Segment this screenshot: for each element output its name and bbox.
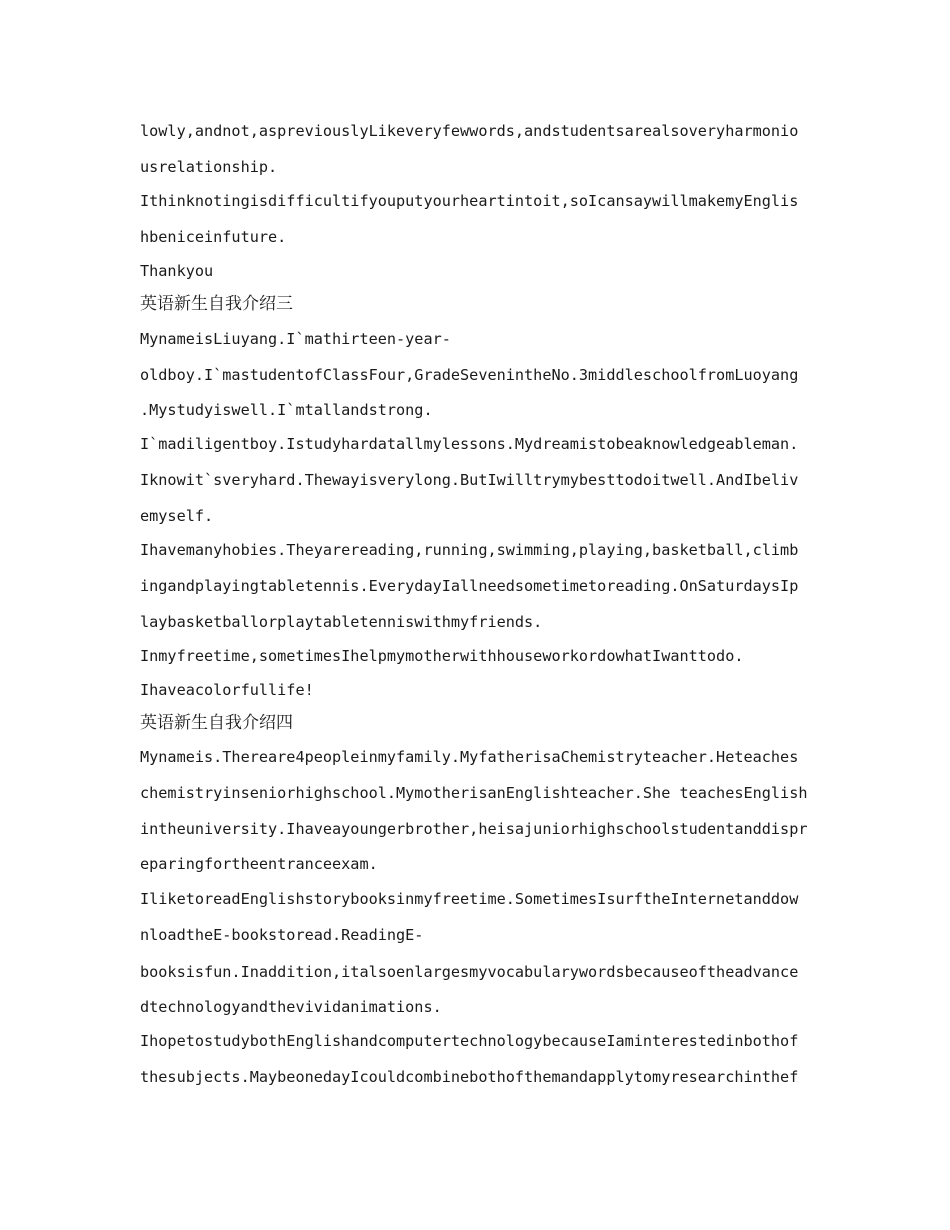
text-line: .Mystudyiswell.I`mtallandstrong. [140,401,433,419]
text-line: Ithinknotingisdifficultifyouputyourheartintoit,soIcansaywillmakemyEnglis [140,192,799,210]
text-line: Inmyfreetime,sometimesIhelpmymotherwithhouseworkordowhatIwanttodo. [140,647,744,665]
text-line: emyself. [140,507,214,525]
text-line: Ihaveacolorfullife! [140,681,314,699]
text-line: lowly,andnot,aspreviouslyLikeveryfewwords,andstudentsarealsoveryharmonio [140,122,799,140]
text-line: Iknowit`sveryhard.Thewayisverylong.ButIwilltrymybesttodoitwell.AndIbeliv [140,471,799,489]
text-line: oldboy.I`mastudentofClassFour,GradeSevenintheNo.3middleschoolfromLuoyang [140,366,799,384]
text-line: intheuniversity.Ihaveayoungerbrother,heisajuniorhighschoolstudentanddispr [140,820,808,838]
text-line: Ihavemanyhobies.Theyarereading,running,swimming,playing,basketball,climb [140,541,799,559]
section-heading: 英语新生自我介绍三 [140,294,293,314]
text-line: eparingfortheentranceexam. [140,855,378,873]
text-line: laybasketballorplaytabletenniswithmyfriends. [140,613,543,631]
section-heading: 英语新生自我介绍四 [140,713,293,733]
text-line: Mynameis.Thereare4peopleinmyfamily.MyfatherisaChemistryteacher.Heteaches [140,748,799,766]
text-line: IhopetostudybothEnglishandcomputertechnologybecauseIaminterestedinbothof [140,1032,799,1050]
text-line: chemistryinseniorhighschool.MymotherisanEnglishteacher.She teachesEnglish [140,784,808,802]
text-line: hbeniceinfuture. [140,228,287,246]
text-line: ingandplayingtabletennis.EverydayIallneedsometimetoreading.OnSaturdaysIp [140,577,799,595]
text-line: MynameisLiuyang.I`mathirteen-year- [140,330,451,348]
text-line: thesubjects.MaybeonedayIcouldcombinebothofthemandapplytomyresearchinthef [140,1068,799,1086]
text-line: usrelationship. [140,158,278,176]
text-line: IliketoreadEnglishstorybooksinmyfreetime.SometimesIsurftheInternetanddow [140,890,799,908]
text-line: booksisfun.Inaddition,italsoenlargesmyvocabularywordsbecauseoftheadvance [140,963,799,981]
text-line: nloadtheE-bookstoread.ReadingE- [140,926,424,944]
text-line: dtechnologyandthevividanimations. [140,998,442,1016]
text-line: Thankyou [140,262,214,280]
text-line: I`madiligentboy.Istudyhardatallmylessons.Mydreamistobeaknowledgeableman. [140,435,799,453]
